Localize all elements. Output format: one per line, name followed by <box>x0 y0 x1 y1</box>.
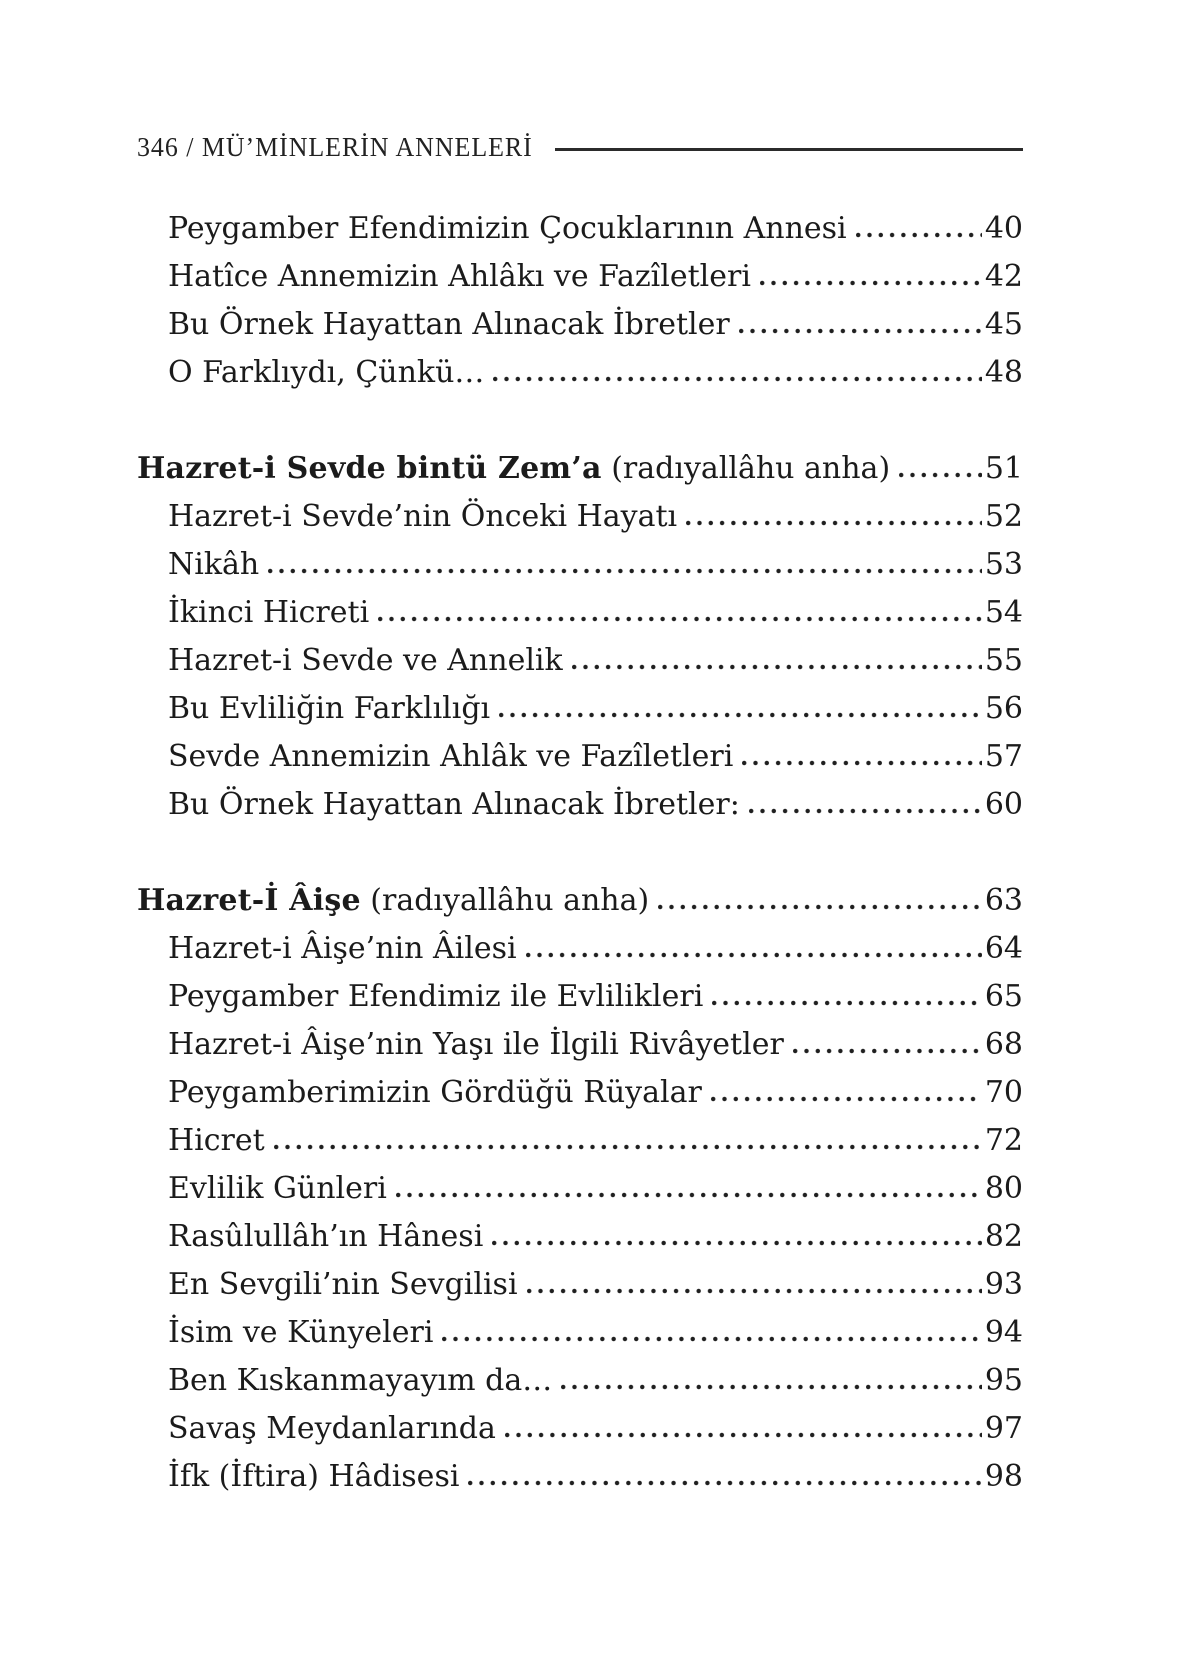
toc-group <box>137 447 1023 831</box>
toc-page-number: 52 <box>984 499 1023 534</box>
toc-heading-suffix: (radıyallâhu anha) <box>601 451 891 486</box>
toc-entry-row <box>137 1359 1023 1407</box>
toc-entry-label: İfk (İftira) Hâdisesi <box>168 1459 460 1494</box>
toc-entry-row <box>137 1407 1023 1455</box>
dot-leader <box>712 1000 981 1006</box>
toc-group <box>137 879 1023 1503</box>
dot-leader <box>493 376 981 382</box>
toc-entry-label: İkinci Hicreti <box>168 595 370 630</box>
dot-leader <box>899 472 982 478</box>
toc-entry-label: En Sevgili’nin Sevgilisi <box>168 1267 518 1302</box>
toc-page-number: 48 <box>984 355 1023 390</box>
toc-page-number: 53 <box>984 547 1023 582</box>
dot-leader <box>378 616 982 622</box>
dot-leader <box>742 760 982 766</box>
dot-leader <box>527 1288 982 1294</box>
toc-page-number: 54 <box>984 595 1023 630</box>
toc-entry-label: Hazret-i Âişe’nin Âilesi <box>168 931 517 966</box>
dot-leader <box>572 664 982 670</box>
toc-entry-label: Bu Örnek Hayattan Alınacak İbretler <box>168 307 730 342</box>
toc-heading-row <box>137 447 1023 495</box>
toc-entry-row <box>137 687 1023 735</box>
toc-page-number: 65 <box>984 979 1023 1014</box>
dot-leader <box>793 1048 982 1054</box>
toc-heading-suffix: (radıyallâhu anha) <box>360 883 650 918</box>
toc-entry-row <box>137 975 1023 1023</box>
dot-leader <box>274 1144 982 1150</box>
toc-entry-row <box>137 927 1023 975</box>
dot-leader <box>711 1096 982 1102</box>
toc-entry-row <box>137 1119 1023 1167</box>
dot-leader <box>396 1192 982 1198</box>
toc-entry-label: Sevde Annemizin Ahlâk ve Fazîletleri <box>168 739 734 774</box>
toc-entry-row <box>137 351 1023 399</box>
toc-entry-label: Peygamber Efendimizin Çocuklarının Annesi <box>168 211 847 246</box>
toc-entry-row <box>137 255 1023 303</box>
toc-entry-row <box>137 591 1023 639</box>
toc-page-number: 45 <box>984 307 1023 342</box>
dot-leader <box>442 1336 981 1342</box>
dot-leader <box>268 568 982 574</box>
toc-page-number: 56 <box>984 691 1023 726</box>
toc-entry-label: Bu Evliliğin Farklılığı <box>168 691 491 726</box>
toc-page-number: 51 <box>984 451 1023 486</box>
toc-entry-label: İsim ve Künyeleri <box>168 1315 434 1350</box>
folio-page-number: 346 <box>137 132 179 162</box>
toc-entry-label: O Farklıydı, Çünkü… <box>168 355 485 390</box>
toc-entry-label: Nikâh <box>168 547 260 582</box>
header-rule <box>555 148 1023 151</box>
toc-page-number: 95 <box>984 1363 1023 1398</box>
dot-leader <box>561 1384 982 1390</box>
toc-group <box>137 207 1023 399</box>
dot-leader <box>686 520 982 526</box>
dot-leader <box>468 1480 981 1486</box>
toc-page-number: 40 <box>984 211 1023 246</box>
toc-entry-row <box>137 1455 1023 1503</box>
toc-page-number: 55 <box>984 643 1023 678</box>
toc-entry-row <box>137 1263 1023 1311</box>
toc-heading-title: Hazret-i Sevde bintü Zem’a <box>137 451 602 486</box>
dot-leader <box>526 952 982 958</box>
toc-entry-label: Hicret <box>168 1123 265 1158</box>
toc-entry-label: Hazret-i Sevde ve Annelik <box>168 643 563 678</box>
toc-entry-label: Peygamberimizin Gördüğü Rüyalar <box>168 1075 702 1110</box>
dot-leader <box>658 904 982 910</box>
toc-heading-row <box>137 879 1023 927</box>
dot-leader <box>856 232 982 238</box>
toc-entry-label: Bu Örnek Hayattan Alınacak İbretler: <box>168 787 740 822</box>
toc-entry-row <box>137 735 1023 783</box>
toc-entry-row <box>137 783 1023 831</box>
toc-entry-row <box>137 1023 1023 1071</box>
dot-leader <box>739 328 982 334</box>
dot-leader <box>749 808 982 814</box>
table-of-contents <box>137 207 1023 1503</box>
toc-page-number: 82 <box>984 1219 1023 1254</box>
toc-entry-label: Ben Kıskanmayayım da… <box>168 1363 553 1398</box>
toc-entry-label: Evlilik Günleri <box>168 1171 387 1206</box>
dot-leader <box>505 1432 982 1438</box>
dot-leader <box>499 712 982 718</box>
toc-heading-title: Hazret-İ Âişe <box>137 883 361 918</box>
toc-entry-label: Rasûlullâh’ın Hânesi <box>168 1219 484 1254</box>
toc-entry-row <box>137 1167 1023 1215</box>
toc-page-number: 63 <box>984 883 1023 918</box>
toc-page-number: 57 <box>984 739 1023 774</box>
toc-entry-row <box>137 303 1023 351</box>
toc-entry-row <box>137 1311 1023 1359</box>
page-header <box>137 132 1023 163</box>
toc-entry-row <box>137 1215 1023 1263</box>
toc-page-number: 70 <box>984 1075 1023 1110</box>
dot-leader <box>492 1240 982 1246</box>
header-separator: / <box>178 132 202 162</box>
toc-entry-label: Savaş Meydanlarında <box>168 1411 496 1446</box>
toc-entry-label: Hatîce Annemizin Ahlâkı ve Fazîletleri <box>168 259 751 294</box>
toc-entry-row <box>137 1071 1023 1119</box>
toc-page-number: 94 <box>984 1315 1023 1350</box>
toc-page-number: 97 <box>984 1411 1023 1446</box>
toc-page-number: 80 <box>984 1171 1023 1206</box>
toc-entry-row <box>137 495 1023 543</box>
toc-page-number: 93 <box>984 1267 1023 1302</box>
toc-entry-row <box>137 639 1023 687</box>
toc-page-number: 72 <box>984 1123 1023 1158</box>
dot-leader <box>760 280 982 286</box>
toc-entry-row <box>137 543 1023 591</box>
toc-page-number: 42 <box>984 259 1023 294</box>
book-title: MÜ’MİNLERİN ANNELERİ <box>201 132 533 162</box>
toc-page-number: 98 <box>984 1459 1023 1494</box>
toc-entry-row <box>137 207 1023 255</box>
running-head <box>137 132 533 163</box>
toc-entry-label: Hazret-i Âişe’nin Yaşı ile İlgili Rivâyetler <box>168 1027 784 1062</box>
toc-page-number: 64 <box>984 931 1023 966</box>
toc-entry-label: Peygamber Efendimiz ile Evlilikleri <box>168 979 704 1014</box>
toc-page-number: 60 <box>984 787 1023 822</box>
toc-page-number: 68 <box>984 1027 1023 1062</box>
toc-entry-label: Hazret-i Sevde’nin Önceki Hayatı <box>168 499 678 534</box>
